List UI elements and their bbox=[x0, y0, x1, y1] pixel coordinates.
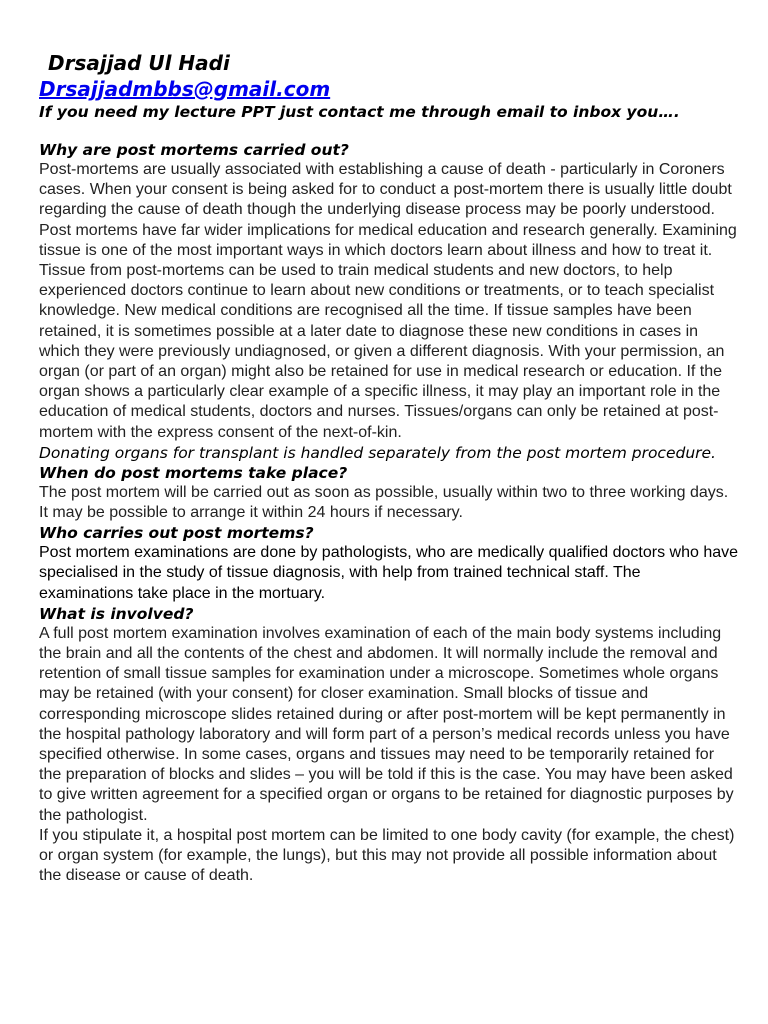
author-name: Drsajjad Ul Hadi bbox=[48, 51, 230, 75]
paragraph-who: Post mortem examinations are done by pathologists, who are medically qualified doctors who have specialised in the study of tissue diagnosis, with help from trained technical staff. The examinations take place in the mortuary. bbox=[39, 544, 739, 602]
spacer bbox=[39, 122, 739, 140]
heading-why: Why are post mortems carried out? bbox=[39, 141, 349, 159]
paragraph-why-1: Post-mortems are usually associated with establishing a cause of death - particularly in Coroners cases. When your consent is being asked for to conduct a post-mortem there is usually little doubt regarding the cause of death though the underlying disease process may be poorly understood. bbox=[39, 161, 732, 219]
paragraph-what-2: If you stipulate it, a hospital post mortem can be limited to one body cavity (for example, the chest) or organ system (for example, the lungs), but this may not provide all possible information about the disease or cause of death. bbox=[39, 826, 735, 885]
transplant-note: Donating organs for transplant is handled separately from the post mortem procedure. bbox=[39, 443, 716, 462]
heading-what: What is involved? bbox=[39, 604, 194, 623]
paragraph-what-1: A full post mortem examination involves examination of each of the main body systems including the brain and all the contents of the chest and abdomen. It will normally include the removal and retention of small tissue samples for examination under a microscope. Sometimes whole organs may be retained (with your consent) for closer examination. Small blocks of tissue and corresponding microscope slides retained during or after post-mortem will be kept permanently in the hospital pathology laboratory and will form part of a person’s medical records unless you have specified otherwise. In some cases, organs and tissues may need to be temporarily retained for the preparation of blocks and slides – you will be told if this is the case. You may have been asked to give written agreement for a specified organ or organs to be retained for diagnostic purposes by the pathologist. bbox=[39, 624, 734, 824]
heading-when: When do post mortems take place? bbox=[39, 463, 348, 482]
email-link[interactable]: Drsajjadmbbs@gmail.com bbox=[39, 77, 331, 101]
heading-who: Who carries out post mortems? bbox=[39, 524, 314, 543]
paragraph-why-2: Post mortems have far wider implications for medical education and research generally. Examining tissue is one of the most important ways in which doctors learn about illness and how to treat it. Tissue from post-mortems can be used to train medical students and new doctors, to help experienced doctors continue to learn about new conditions or treatments, or to teach specialist knowledge. New medical conditions are recognised all the time. If tissue samples have been retained, it is sometimes possible at a later date to diagnose these new conditions in cases in which they were previously undiagnosed, or given a different diagnosis. With your permission, an organ (or part of an organ) might also be retained for use in medical research or education. If the organ shows a particularly clear example of a specific illness, it may play an important role in the education of medical students, doctors and nurses. Tissues/organs can only be retained at post-mortem with the express consent of the next-of-kin. bbox=[39, 221, 737, 441]
contact-note: If you need my lecture PPT just contact me through email to inbox you…. bbox=[39, 103, 680, 121]
document-page bbox=[39, 50, 739, 887]
paragraph-when: The post mortem will be carried out as soon as possible, usually within two to three working days. It may be possible to arrange it within 24 hours if necessary. bbox=[39, 483, 729, 522]
